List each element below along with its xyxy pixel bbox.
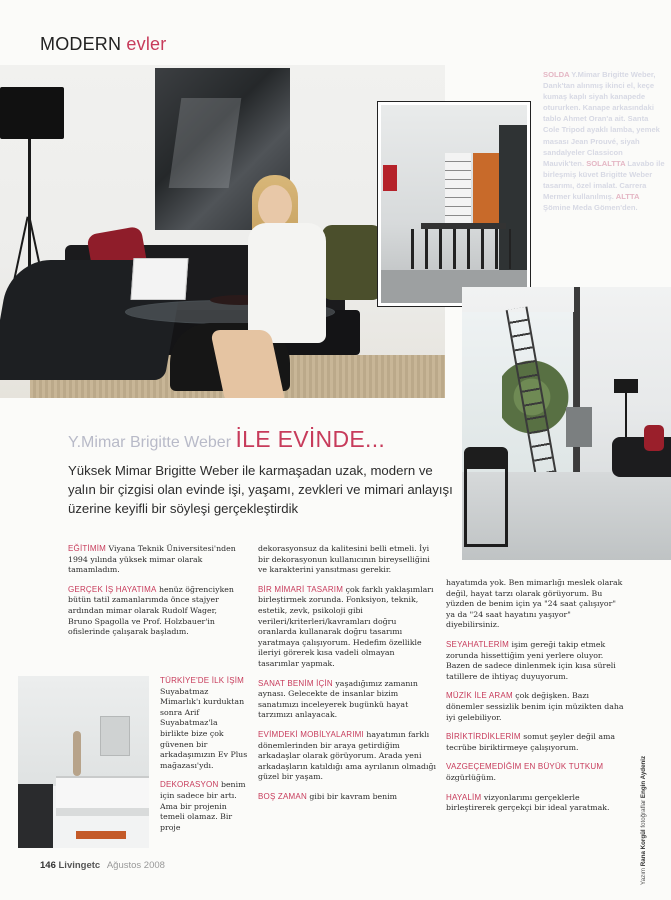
paragraph — [160, 676, 248, 771]
caption-text: Şömine Meda Gömen'den. — [543, 203, 638, 213]
paragraph — [258, 679, 436, 721]
keyword: BOŞ ZAMAN — [258, 791, 307, 801]
living-room-right-photo — [462, 287, 671, 560]
caption-key: SOLALTTA — [586, 158, 626, 168]
paragraph-text: çok farklı yaklaşımları birleştirmek zorunda. Fonksiyon, teknik, estetik, zevk, psikoloji gibi verileri/kriterleri/kavramları doğru oranlarda kullanarak doğru tasarımı yaratmaya çalışıyorum. Hedefim özellikle ileriyi görerek kısa vadeli olmayan tasarımlar yapmak. — [258, 584, 434, 668]
floor-lamp-shade — [0, 87, 64, 139]
credit-writer: Rana Korgül — [640, 829, 647, 867]
paragraph — [258, 544, 436, 576]
magazine-name: Livingetc — [58, 860, 101, 871]
person-head — [258, 185, 292, 227]
dining-chairs — [411, 229, 511, 269]
caption-text: Lavabo ile birleşmiş küvet Brigitte Weber tasarımı, özel imalat. Carrera Mermer kullanılmış. — [543, 158, 665, 202]
steel-beam — [574, 287, 580, 477]
paragraph-text: özgürlüğüm. — [446, 772, 496, 782]
paragraph — [446, 762, 626, 783]
article-headline — [68, 426, 385, 453]
laptop — [131, 258, 189, 300]
red-art — [383, 165, 397, 191]
paragraph-text: Viyana Teknik Üniversitesi'nden 1994 yılında yüksek mimar olarak tamamladım. — [68, 544, 236, 575]
paragraph-text: dekorasyonsuz da kalitesini belli etmeli. İyi bir dekorasyonun kullanıcının bireyselliğini ve karakterini yansıtması gerekir. — [258, 544, 430, 575]
text-column-1 — [68, 544, 243, 647]
paragraph — [446, 691, 626, 723]
black-chair — [464, 447, 508, 547]
article-intro: Yüksek Mimar Brigitte Weber ile karmaşadan uzak, modern ve yalın bir çizgisi olan evinde işi, yaşamı, zevkleri ve mimari anlayışı üzerine keyifli bir söyleşi gerçekleştirdik — [68, 463, 453, 516]
text-column-2 — [258, 544, 436, 811]
paragraph-text: vizyonlarımı gerçeklerle birleştirerek gerçekçi bir ideal yaratmak. — [446, 792, 610, 813]
headline-title: İLE EVİNDE... — [235, 426, 386, 452]
section-word-modern: MODERN — [40, 34, 122, 54]
caption-text: Y.Mimar Brigitte Weber, Dank'tan alınmış ikinci el, keçe kumaş kaplı siyah kanapede otururken. Kanape arkasındaki tablo Ahmet Oran'a ait. Santa Cole Tripod ayaklı lamba, yemek masası Jean Prouvé, siyah sandalyeler Classicon Mauvik'ten. — [543, 70, 660, 168]
credit-photographer: Engin Aydeniz — [640, 755, 647, 799]
wall-art — [100, 716, 130, 756]
person-body — [248, 223, 326, 343]
keyword: SANAT BENİM İÇİN — [258, 678, 333, 688]
orange-accent — [76, 831, 126, 839]
section-word-evler: evler — [126, 34, 167, 54]
paragraph — [446, 732, 626, 753]
bookshelf — [445, 153, 471, 223]
keyword: BİR MİMARİ TASARIM — [258, 584, 344, 594]
paragraph-text: Suyabatmaz Mimarlık'ı kurduktan sonra Arif Suyabatmaz'la birlikte bize çok güvenen bir arkadaşımızın Ev Plus mağazası'ydı. — [160, 686, 248, 770]
paragraph — [68, 585, 243, 638]
marble-vanity — [56, 776, 149, 816]
keyword: BİRİKTİRDİKLERİM — [446, 732, 521, 742]
paragraph-text: yaşadığımız zamanın aynası. Gelecekte de insanlar bizim sanatımızı inceleyerek bugünkü hayat tarzımızı anlayacak. — [258, 678, 418, 720]
photo-credits — [640, 705, 647, 885]
page-number: 146 — [40, 860, 56, 871]
paragraph-text: hayatımın farklı dönemlerinden bir araya getirdiğim arkadaşlar olarak görüyorum. Arada yeni arkadaşların katıldığı ama ayrılanın olmadığı güzel bir yaşam. — [258, 729, 436, 782]
paragraph-text: gibi bir kavram benim — [306, 791, 398, 801]
paragraph-text: benim için sadece bir artı. Ama bir projenin temeli olamaz. Bir proje — [160, 780, 246, 832]
green-cushion — [322, 225, 382, 300]
headline-name: Y.Mimar Brigitte Weber — [68, 434, 232, 451]
paragraph-text: somut şeyler değil ama tecrübe biriktirmeye çalışıyorum. — [446, 732, 616, 752]
fireplace — [566, 407, 592, 447]
keyword: GERÇEK İŞ HAYATIMA — [68, 584, 157, 594]
keyword: EĞİTİMİM — [68, 544, 107, 553]
keyword: VAZGEÇEMEDİĞİM EN BÜYÜK TUTKUM — [446, 762, 604, 772]
keyword: HAYALİM — [446, 792, 482, 802]
caption-key: SOLDA — [543, 70, 570, 79]
paragraph — [160, 780, 248, 833]
paragraph-text: hayatımda yok. Ben mimarlığı meslek olarak değil, hayat tarzı olarak görüyorum. Bu yüzden de benim için ya "24 saat çalışıyor" ya da "24 saat hayatını yaşıyor" diyebilirsiniz. — [446, 578, 623, 630]
issue-date: Ağustos 2008 — [106, 860, 165, 871]
paragraph — [446, 793, 626, 814]
credit-label: fotoğraflar — [640, 799, 647, 828]
orange-cabinet — [473, 153, 499, 223]
paragraph — [258, 585, 436, 670]
paragraph-text: çok değişken. Bazı dönemler sessizlik benim için müzikten daha iyi gelebiliyor. — [446, 691, 624, 722]
credit-label: Yazım — [640, 867, 647, 885]
dining-area-inset-photo — [378, 102, 530, 306]
paragraph — [446, 578, 626, 631]
page-footer — [40, 860, 165, 871]
red-cushion — [644, 425, 664, 451]
text-column-3 — [446, 578, 626, 823]
dark-cabinet — [18, 784, 53, 848]
keyword: SEYAHATLERİM — [446, 639, 510, 649]
keyword: TÜRKİYE'DE İLK İŞİM — [160, 676, 245, 685]
keyword: MÜZİK İLE ARAM — [446, 691, 513, 701]
keyword: DEKORASYON — [160, 780, 219, 790]
photo-caption — [543, 69, 665, 213]
sculpture — [73, 731, 81, 776]
paragraph — [258, 730, 436, 783]
caption-key: ALTTA — [615, 192, 640, 202]
text-column-1b — [160, 676, 248, 842]
paragraph-text: işim gereği takip etmek zorunda hissettiğim yeni yerlere oluyor. Bazen de sadece dinlenmek için kısa süreli tatillere de ihtiyaç duyuyorum. — [446, 639, 616, 681]
lamp-pole — [625, 393, 627, 438]
paragraph — [68, 544, 243, 576]
bathroom-photo — [18, 676, 149, 848]
keyword: EVİMDEKİ MOBİLYALARIMI — [258, 729, 364, 739]
paragraph-text: henüz öğrenciyken bütün tatil zamanlarımda önce stajyer ardından mimar olarak Rudolf Wager, Bruno Spagolla ve Prof. Holzbauer'in ofislerinde çalışarak başladım. — [68, 584, 234, 637]
paragraph — [258, 792, 436, 803]
paragraph — [446, 640, 626, 682]
section-title — [40, 34, 166, 55]
lamp — [614, 379, 638, 393]
